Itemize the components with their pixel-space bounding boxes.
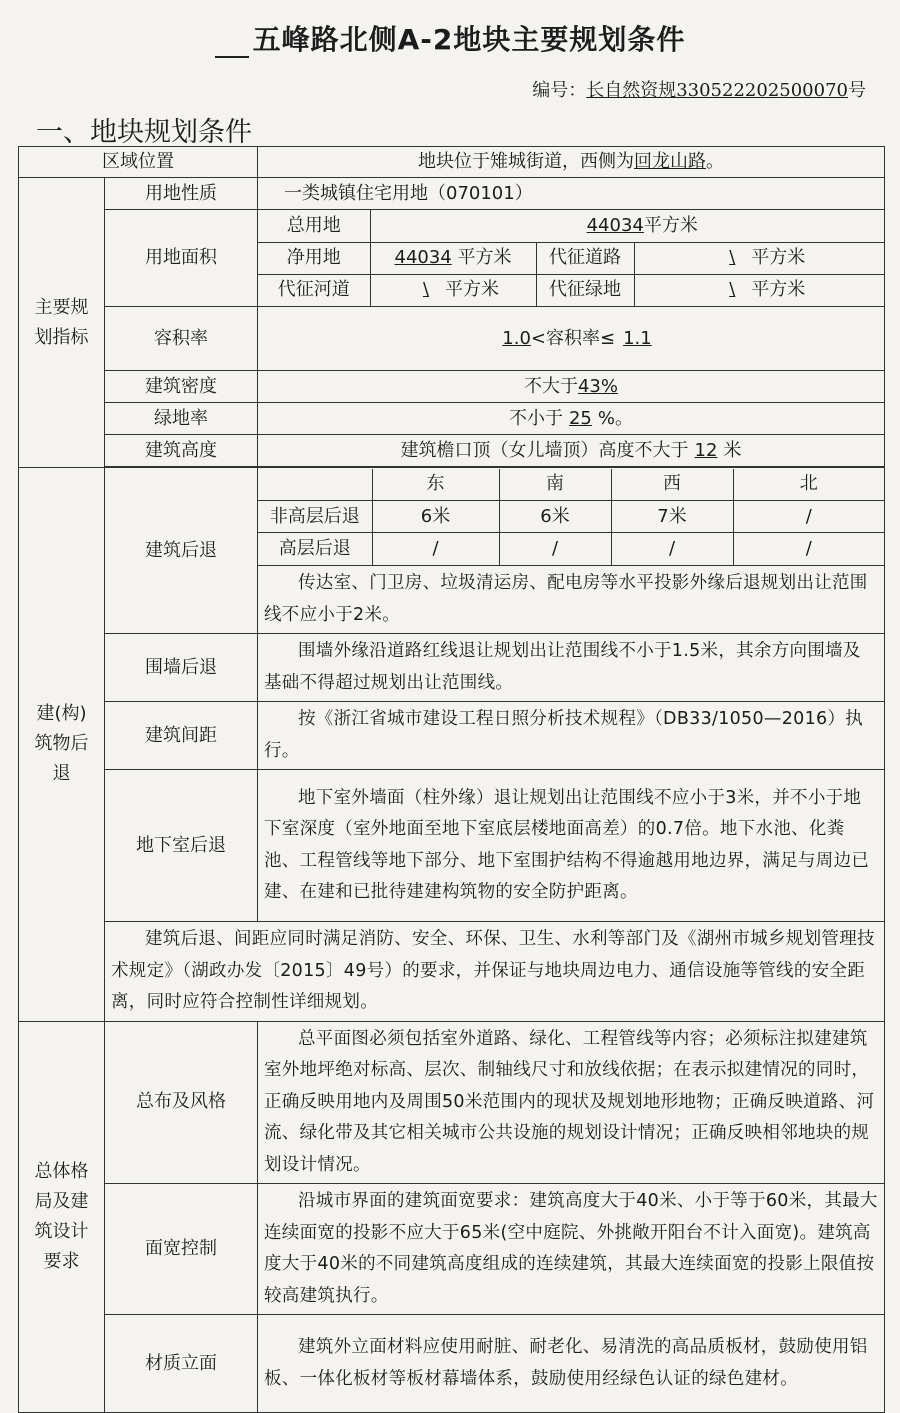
basement-text (258, 770, 885, 922)
total-land-label: 总用地 (258, 210, 370, 242)
general-setback-note (105, 922, 885, 1022)
facade-width-content: 沿城市界面的建筑面宽要求：建筑高度大于40米、小于等于60米，其最大连续面宽的投影不应大于65米(空中庭院、外挑敞开阳台不计入面宽)。建筑高度大于40米的不同建筑高度组成的连续建筑，其最大连续面宽的投影上限值按较高建筑执行。 (264, 1191, 878, 1306)
material-label: 材质立面 (105, 1315, 258, 1413)
setbacks-category: 建(构)筑物后退 (19, 468, 105, 1022)
river-land-label: 代征河道 (258, 274, 370, 306)
river-land-number: \ (422, 279, 430, 301)
doc-number-suffix: 号 (848, 80, 866, 101)
wall-setback-content: 围墙外缘沿道路红线退让规划出让范围线不小于1.5米，其余方向围墙及基础不得超过规划出让范围线。 (264, 641, 861, 693)
river-land-value (370, 274, 536, 306)
green-rate-value (258, 403, 885, 435)
material-content: 建筑外立面材料应使用耐脏、耐老化、易清洗的高品质板材，鼓励使用铝板、一体化板材等板材幕墙体系，鼓励使用经绿色认证的绿色建材。 (264, 1337, 868, 1389)
density-label: 建筑密度 (105, 371, 258, 403)
spacing-content: 按《浙江省城市建设工程日照分析技术规程》（DB33/1050—2016）执行。 (264, 709, 864, 761)
total-land-value (370, 210, 884, 242)
green-land-value (634, 274, 884, 306)
layout-label: 总布及风格 (105, 1021, 258, 1184)
location-value (258, 147, 885, 178)
row-wall-setback (19, 634, 885, 702)
wall-setback-text (258, 634, 885, 702)
title-underline (215, 28, 249, 58)
height-value (258, 435, 885, 467)
document-number (532, 76, 866, 102)
row-material (19, 1315, 885, 1413)
design-category: 总体格局及建筑设计要求 (19, 1021, 105, 1413)
row-spacing (19, 702, 885, 770)
land-area-subtable (258, 210, 884, 306)
green-rate-label: 绿地率 (105, 403, 258, 435)
road-land-number: \ (729, 247, 736, 268)
direction-north: 北 (733, 469, 884, 501)
row-height (19, 435, 885, 467)
row-green-rate (19, 403, 885, 435)
green-land-unit: 平方米 (751, 279, 806, 301)
direction-west: 西 (611, 469, 733, 501)
net-land-value (370, 242, 536, 274)
layout-content: 总平面图必须包括室外道路、绿化、工程管线等内容；必须标注拟建建筑室外地坪绝对标高、层次、制轴线尺寸和放线依据；在表示拟建情况的同时，正确反映用地内及周围50米范围内的现状及规划地形地物；正确反映道路、河流、绿化带及其它相关城市公共设施的规划设计情况；正确反映相邻地块的规划设计情况。 (264, 1028, 875, 1175)
building-setback-note-text: 传达室、门卫房、垃圾清运房、配电房等水平投影外缘后退规划出让范围线不应小于2米。 (264, 573, 868, 625)
title-text: 五峰路北侧A-2地块主要规划条件 (252, 23, 686, 56)
building-setback-label: 建筑后退 (105, 468, 258, 634)
document-title (0, 18, 900, 58)
row-land-use (19, 178, 885, 210)
highrise-north: / (733, 533, 884, 565)
road-land-value (634, 242, 884, 274)
net-land-number: 44034 (394, 247, 452, 268)
lowrise-west: 7米 (611, 501, 733, 533)
net-land-unit: 平方米 (457, 247, 512, 268)
building-setback-note (258, 566, 885, 634)
doc-number-value: 长自然资规330522202500070 (586, 80, 848, 101)
row-location (19, 147, 885, 178)
facade-width-text (258, 1184, 885, 1315)
wall-setback-label: 围墙后退 (105, 634, 258, 702)
row-facade-width (19, 1184, 885, 1315)
land-use-value: 一类城镇住宅用地（070101） (258, 178, 885, 210)
total-land-unit: 平方米 (643, 214, 698, 236)
density-value (258, 371, 885, 403)
row-general-note (19, 922, 885, 1022)
layout-text (258, 1021, 885, 1184)
row-basement (19, 770, 885, 922)
land-use-label: 用地性质 (105, 178, 258, 210)
direction-east: 东 (372, 469, 499, 501)
building-setback-detail (258, 468, 885, 566)
location-label: 区域位置 (19, 147, 258, 178)
planning-conditions-table (18, 146, 885, 1413)
basement-content: 地下室外墙面（柱外缘）退让规划出让范围线不应小于3米，并不小于地下室深度（室外地面至地下室底层楼地面高差）的0.7倍。地下水池、化粪池、工程管线等地下部分、地下室围护结构不得逾越用地边界，满足与周边已建、在建和已批待建建构筑物的安全防护距离。 (264, 787, 870, 902)
net-land-label: 净用地 (258, 242, 370, 274)
road-land-label: 代征道路 (536, 242, 634, 274)
green-rate-suffix: %。 (597, 407, 633, 429)
row-layout (19, 1021, 885, 1184)
facade-width-label: 面宽控制 (105, 1184, 258, 1315)
density-number: 43% (577, 375, 618, 397)
highrise-east: / (372, 533, 499, 565)
row-density (19, 371, 885, 403)
main-indicators-category: 主要规划指标 (19, 178, 105, 468)
general-setback-note-text: 建筑后退、间距应同时满足消防、安全、环保、卫生、水利等部门及《湖州市城乡规划管理技术规定》（湖政办发〔2015〕49号）的要求，并保证与地块周边电力、通信设施等管线的安全距离，同时应符合控制性详细规划。 (111, 929, 875, 1012)
basement-label: 地下室后退 (105, 770, 258, 922)
spacing-label: 建筑间距 (105, 702, 258, 770)
highrise-south: / (499, 533, 611, 565)
height-number: 12 (694, 439, 718, 461)
lowrise-east: 6米 (372, 501, 499, 533)
highrise-label: 高层后退 (258, 533, 372, 565)
direction-south: 南 (499, 469, 611, 501)
land-area-label: 用地面积 (105, 210, 258, 307)
lowrise-label: 非高层后退 (258, 501, 372, 533)
setback-direction-table (258, 469, 884, 565)
far-mid: <容积率≤ (530, 327, 616, 349)
far-value (258, 307, 885, 371)
height-prefix: 建筑檐口顶（女儿墙顶）高度不大于 (400, 439, 689, 461)
spacing-text (258, 702, 885, 770)
lowrise-north: / (733, 501, 884, 533)
road-land-unit: 平方米 (751, 247, 806, 268)
total-land-number: 44034 (586, 214, 644, 236)
location-end: 。 (706, 151, 724, 172)
far-label: 容积率 (105, 307, 258, 371)
doc-number-label: 编号： (532, 80, 587, 101)
height-label: 建筑高度 (105, 435, 258, 467)
location-text: 地块位于雉城街道，西侧为 (418, 151, 634, 172)
height-suffix: 米 (723, 439, 742, 461)
green-rate-prefix: 不小于 (508, 407, 563, 429)
highrise-west: / (611, 533, 733, 565)
far-min: 1.0 (502, 327, 531, 349)
row-far (19, 307, 885, 371)
section-title: 一、地块规划条件 (36, 117, 252, 148)
row-building-setback (19, 468, 885, 566)
material-text (258, 1315, 885, 1413)
green-rate-number: 25 (568, 407, 592, 429)
green-land-number: \ (729, 279, 736, 301)
row-land-area (19, 210, 885, 307)
green-land-label: 代征绿地 (536, 274, 634, 306)
land-area-detail (258, 210, 885, 307)
location-road: 回龙山路 (634, 151, 706, 172)
density-prefix: 不大于 (523, 375, 578, 397)
lowrise-south: 6米 (499, 501, 611, 533)
setback-header-blank (258, 469, 372, 501)
far-max: 1.1 (623, 327, 652, 349)
river-land-unit: 平方米 (445, 279, 500, 301)
